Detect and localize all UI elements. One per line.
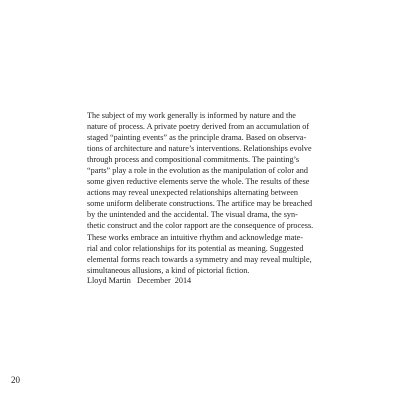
artist-statement [87,110,327,276]
statement-line: The subject of my work generally is informed by nature and the [87,111,296,120]
statement-line: These works embrace an intuitive rhythm and acknowledge mate- [87,232,303,242]
statement-line: some given reductive elements serve the whole. The results of these [87,177,310,187]
statement-line: thetic construct and the color rapport are the consequence of process. [87,221,314,231]
author-signature-date: Lloyd Martin December 2014 [87,276,192,285]
page-number: 20 [11,375,20,385]
statement-line: actions may reveal unexpected relationships alternating between [87,188,298,198]
statement-line: rial and color relationships for its potential as meaning. Suggested [87,243,304,253]
statement-line: staged “painting events” as the principle drama. Based on observa- [87,133,307,143]
statement-line: nature of process. A private poetry derived from an accumulation of [87,122,310,132]
statement-line: “parts” play a role in the evolution as the manipulation of color and [87,166,308,176]
statement-line: simultaneous allusions, a kind of pictorial fiction. [87,265,250,275]
statement-line: some uniform deliberate constructions. The artifice may be breached [87,199,313,209]
statement-line: tions of architecture and nature’s interventions. Relationships evolve [87,144,312,154]
statement-line: elemental forms reach towards a symmetry and may reveal multiple, [87,254,312,264]
statement-line: by the unintended and the accidental. The visual drama, the syn- [87,210,298,220]
statement-line: through process and compositional commitments. The painting’s [87,155,300,165]
